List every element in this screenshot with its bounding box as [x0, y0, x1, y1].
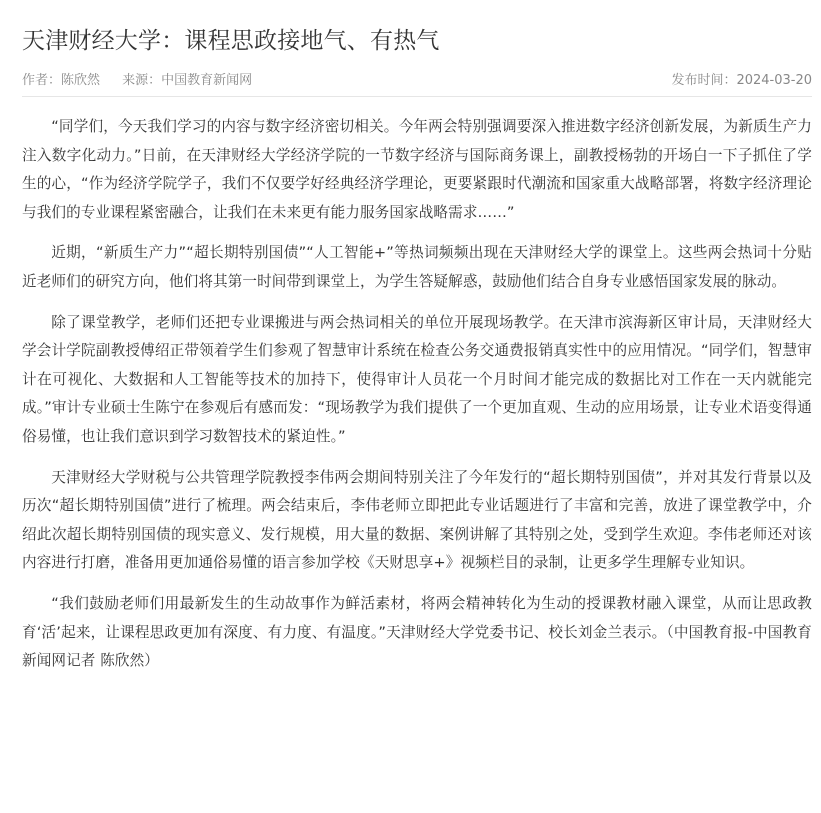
publish-time: 发布时间：2024-03-20 [671, 73, 812, 88]
paragraph: 天津财经大学财税与公共管理学院教授李伟两会期间特别关注了今年发行的“超长期特别国债”，并对其发行背景以及历次“超长期特别国债”进行了梳理。两会结束后，李伟老师立即把此专业话题进行了丰富和完善，放进了课堂教学中，介绍此次超长期特别国债的现实意义、发行规模，用大量的数据、案例讲解了其特别之处，受到学生欢迎。李伟老师还对该内容进行打磨，准备用更加通俗易懂的语言参加学校《天财思享+》视频栏目的录制，让更多学生理解专业知识。 [22, 468, 812, 572]
article-meta [22, 70, 812, 92]
paragraph: “同学们，今天我们学习的内容与数字经济密切相关。今年两会特别强调要深入推进数字经济创新发展，为新质生产力注入数字化动力。”日前，在天津财经大学经济学院的一节数字经济与国际商务课上，副教授杨勃的开场白一下子抓住了学生的心，“作为经济学院学子，我们不仅要学好经典经济学理论，更要紧跟时代潮流和国家重大战略部署，将数字经济理论与我们的专业课程紧密融合，让我们在未来更有能力服务国家战略需求……” [22, 118, 812, 221]
article-body [22, 113, 812, 676]
source-label: 来源：中国教育新闻网 [122, 73, 253, 88]
author-label: 作者：陈欣然 [22, 73, 101, 88]
divider [22, 96, 812, 97]
paragraph: 近期，“新质生产力”“超长期特别国债”“人工智能+”等热词频频出现在天津财经大学的课堂上。这些两会热词十分贴近老师们的研究方向，他们将其第一时间带到课堂上，为学生答疑解惑，鼓励他们结合自身专业感悟国家发展的脉动。 [22, 244, 812, 290]
paragraph: “我们鼓励老师们用最新发生的生动故事作为鲜活素材，将两会精神转化为生动的授课教材融入课堂，从而让思政教育‘活’起来，让课程思政更加有深度、有力度、有温度。”天津财经大学党委书记、校长刘金兰表示。（中国教育报-中国教育新闻网记者 陈欣然） [22, 594, 812, 670]
paragraph: 除了课堂教学，老师们还把专业课搬进与两会热词相关的单位开展现场教学。在天津市滨海新区审计局，天津财经大学会计学院副教授傅绍正带领着学生们参观了智慧审计系统在检查公务交通费报销真实性中的应用情况。“同学们，智慧审计在可视化、大数据和人工智能等技术的加持下，使得审计人员花一个月时间才能完成的数据比对工作在一天内就能完成。”审计专业硕士生陈宁在参观后有感而发：“现场教学为我们提供了一个更加直观、生动的应用场景，让专业术语变得通俗易懂，也让我们意识到学习数智技术的紧迫性。” [22, 313, 812, 445]
article-title: 天津财经大学：课程思政接地气、有热气 [22, 28, 440, 54]
